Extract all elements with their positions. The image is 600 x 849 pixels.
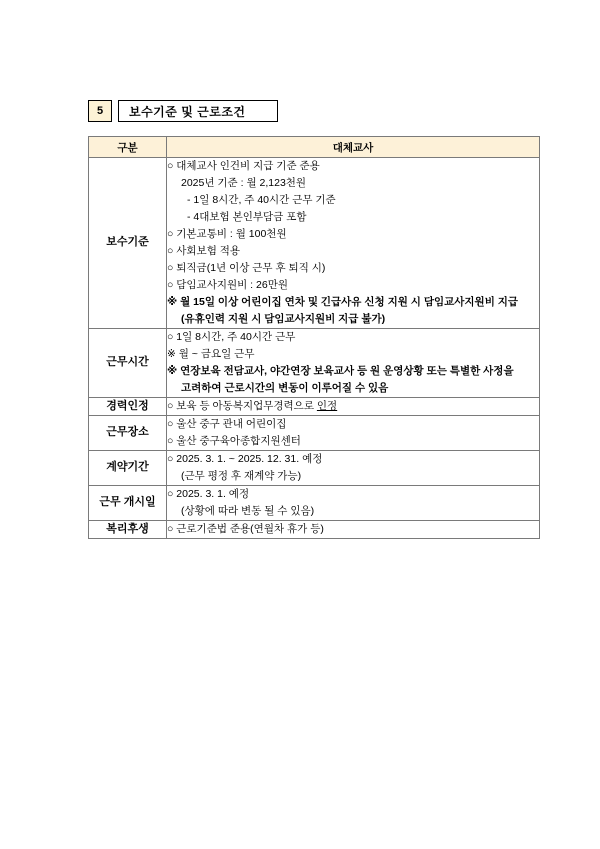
table-row bbox=[89, 398, 540, 416]
row-label: 근무 개시일 bbox=[89, 486, 167, 521]
content-line: ○ 담임교사지원비 : 26만원 bbox=[167, 277, 539, 294]
section-title-box bbox=[118, 100, 278, 122]
content-line: ○ 울산 중구육아종합지원센터 bbox=[167, 433, 539, 450]
table-row bbox=[89, 416, 540, 451]
content-line: (근무 평정 후 재계약 가능) bbox=[181, 470, 302, 482]
table-body bbox=[89, 158, 540, 539]
content-line: (유휴인력 지원 시 담임교사지원비 지급 불가) bbox=[181, 313, 386, 325]
content-line: ※ 연장보육 전담교사, 야간연장 보육교사 등 원 운영상황 또는 특별한 사정을 bbox=[167, 365, 514, 377]
table-row bbox=[89, 158, 540, 329]
content-line: ○ 대체교사 인건비 지급 기준 준용 bbox=[167, 158, 539, 175]
underlined-text: 인정 bbox=[316, 400, 338, 412]
content-line: (상황에 따라 변동 될 수 있음) bbox=[181, 505, 315, 517]
table-row bbox=[89, 521, 540, 539]
content-line: 2025년 기준 : 월 2,123천원 bbox=[181, 177, 307, 189]
row-content bbox=[167, 158, 540, 329]
table-row bbox=[89, 329, 540, 398]
column-header-teacher: 대체교사 bbox=[167, 137, 540, 158]
row-content bbox=[167, 486, 540, 521]
row-label: 근무시간 bbox=[89, 329, 167, 398]
content-line: ○ 근로기준법 준용(연월차 휴가 등) bbox=[167, 521, 539, 538]
content-line: ○ 2025. 3. 1. ~ 2025. 12. 31. 예정 bbox=[167, 451, 539, 468]
row-content bbox=[167, 521, 540, 539]
section-title: 보수기준 및 근로조건 bbox=[129, 104, 246, 119]
row-label: 보수기준 bbox=[89, 158, 167, 329]
table-row bbox=[89, 486, 540, 521]
row-content bbox=[167, 451, 540, 486]
section-heading bbox=[88, 100, 540, 122]
content-line: 고려하여 근로시간의 변동이 이루어질 수 있음 bbox=[181, 382, 389, 394]
content-line: ※ 월 ~ 금요일 근무 bbox=[167, 348, 255, 360]
row-label: 경력인정 bbox=[89, 398, 167, 416]
content-line: ○ 퇴직금(1년 이상 근무 후 퇴직 시) bbox=[167, 260, 539, 277]
content-line: ○ 기본교통비 : 월 100천원 bbox=[167, 226, 539, 243]
row-label: 근무장소 bbox=[89, 416, 167, 451]
content-line: ○ 1일 8시간, 주 40시간 근무 bbox=[167, 329, 539, 346]
content-line: ※ 월 15일 이상 어린이집 연차 및 긴급사유 신청 지원 시 담임교사지원비 지급 bbox=[167, 296, 519, 308]
row-content bbox=[167, 398, 540, 416]
row-label: 계약기간 bbox=[89, 451, 167, 486]
content-line: - 4대보험 본인부담금 포함 bbox=[187, 211, 307, 223]
column-header-category: 구분 bbox=[89, 137, 167, 158]
table-header-row bbox=[89, 137, 540, 158]
table-row bbox=[89, 451, 540, 486]
table-header bbox=[89, 137, 540, 158]
content-line: ○ 울산 중구 관내 어린이집 bbox=[167, 416, 539, 433]
section-number: 5 bbox=[88, 100, 112, 122]
row-content bbox=[167, 416, 540, 451]
content-line: - 1일 8시간, 주 40시간 근무 기준 bbox=[187, 194, 336, 206]
content-line: ○ 보육 등 아동복지업무경력으로 인정 bbox=[167, 398, 539, 415]
content-line: ○ 2025. 3. 1. 예정 bbox=[167, 486, 539, 503]
conditions-table bbox=[88, 136, 540, 539]
content-line: ○ 사회보험 적용 bbox=[167, 243, 539, 260]
row-content bbox=[167, 329, 540, 398]
row-label: 복리후생 bbox=[89, 521, 167, 539]
